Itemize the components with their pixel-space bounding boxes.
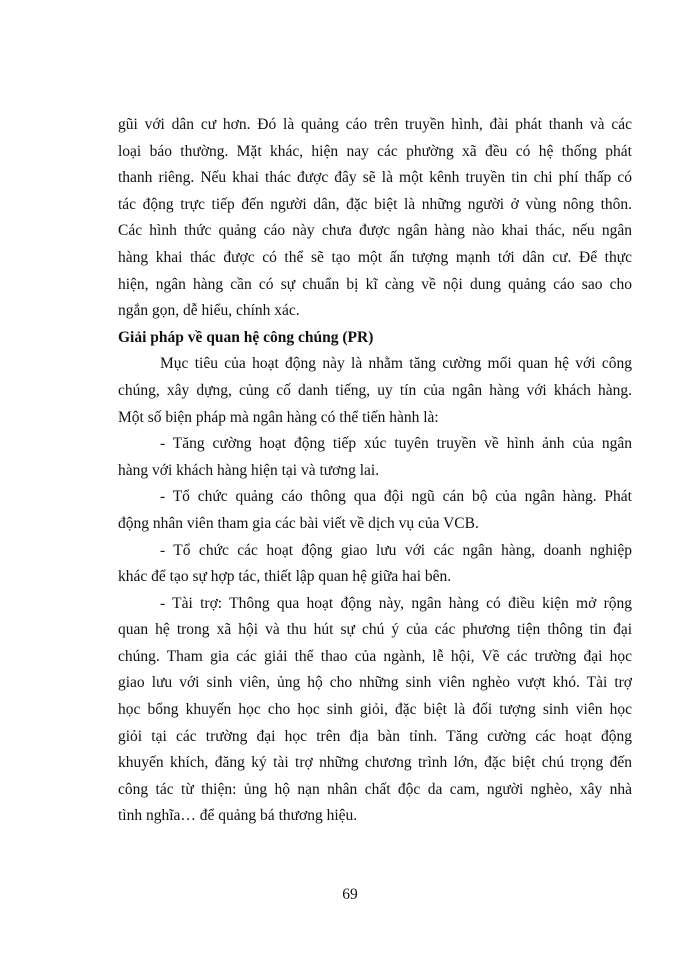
text-line: khuyến khích, đăng ký tài trợ những chương trình lớn, đặc biệt chú trọng đến — [118, 754, 632, 772]
text-line: động nhân viên tham gia các bài viết về dịch vụ của VCB. — [118, 514, 479, 532]
text-line: Mục tiêu của hoạt động này là nhằm tăng cường mối quan hệ với công — [160, 355, 632, 373]
text-line: - Tổ chức quảng cáo thông qua đội ngũ cán bộ của ngân hàng. Phát — [160, 488, 632, 506]
text-line: tác động trực tiếp đến người dân, đặc biệt là những người ở vùng nông thôn. — [118, 195, 632, 213]
text-line: giỏi tại các trường đại học trên địa bàn tỉnh. Tăng cường các hoạt động — [118, 727, 632, 745]
text-line: công tác từ thiện: ủng hộ nạn nhân chất độc da cam, người nghèo, xây nhà — [118, 780, 632, 798]
text-line: hàng khai thác được có thể sẽ tạo một ấn tượng mạnh tới dân cư. Để thực — [118, 248, 632, 266]
text-line: loại báo thường. Mặt khác, hiện nay các phường xã đều có hệ thống phát — [118, 142, 632, 160]
text-line: gũi với dân cư hơn. Đó là quảng cáo trên truyền hình, đài phát thanh và các — [118, 116, 632, 133]
text-line: - Tăng cường hoạt động tiếp xúc tuyên truyền về hình ảnh của ngân — [160, 435, 632, 453]
text-line: giao lưu với sinh viên, ủng hộ cho những sinh viên nghèo vượt khó. Tài trợ — [118, 674, 632, 692]
text-line: hiện, ngân hàng cần có sự chuẩn bị kĩ càng về nội dung quảng cáo sao cho — [118, 275, 632, 293]
text-line: quan hệ trong xã hội và thu hút sự chú ý của các phương tiện thông tin đại — [118, 621, 632, 639]
text-line: - Tổ chức các hoạt động giao lưu với các ngân hàng, doanh nghiệp — [160, 541, 632, 559]
document-page — [118, 112, 632, 830]
text-line: Một số biện pháp mà ngân hàng có thể tiến hành là: — [118, 408, 439, 426]
text-line: chúng. Tham gia các giải thể thao của ngành, lễ hội, Về các trường đại học — [118, 647, 632, 665]
text-line: - Tài trợ: Thông qua hoạt động này, ngân hàng có điều kiện mở rộng — [160, 594, 632, 612]
text-line: Các hình thức quảng cáo này chưa được ngân hàng nào khai thác, nếu ngân — [118, 222, 632, 240]
text-line: học bổng khuyến học cho học sinh giỏi, đặc biệt là đối tượng sinh viên học — [118, 701, 632, 719]
section-heading: Giải pháp về quan hệ công chúng (PR) — [118, 328, 374, 346]
text-line: ngắn gọn, dễ hiểu, chính xác. — [118, 302, 300, 320]
text-line: thanh riêng. Nếu khai thác được đây sẽ là một kênh truyền tin chi phí thấp có — [118, 169, 632, 187]
page-number: 69 — [342, 886, 358, 903]
text-line: tình nghĩa… để quảng bá thương hiệu. — [118, 807, 358, 825]
text-line: hàng với khách hàng hiện tại và tương lai. — [118, 461, 380, 479]
text-line: chúng, xây dựng, củng cố danh tiếng, uy tín của ngân hàng với khách hàng. — [118, 381, 632, 399]
text-line: khác để tạo sự hợp tác, thiết lập quan hệ giữa hai bên. — [118, 568, 452, 586]
